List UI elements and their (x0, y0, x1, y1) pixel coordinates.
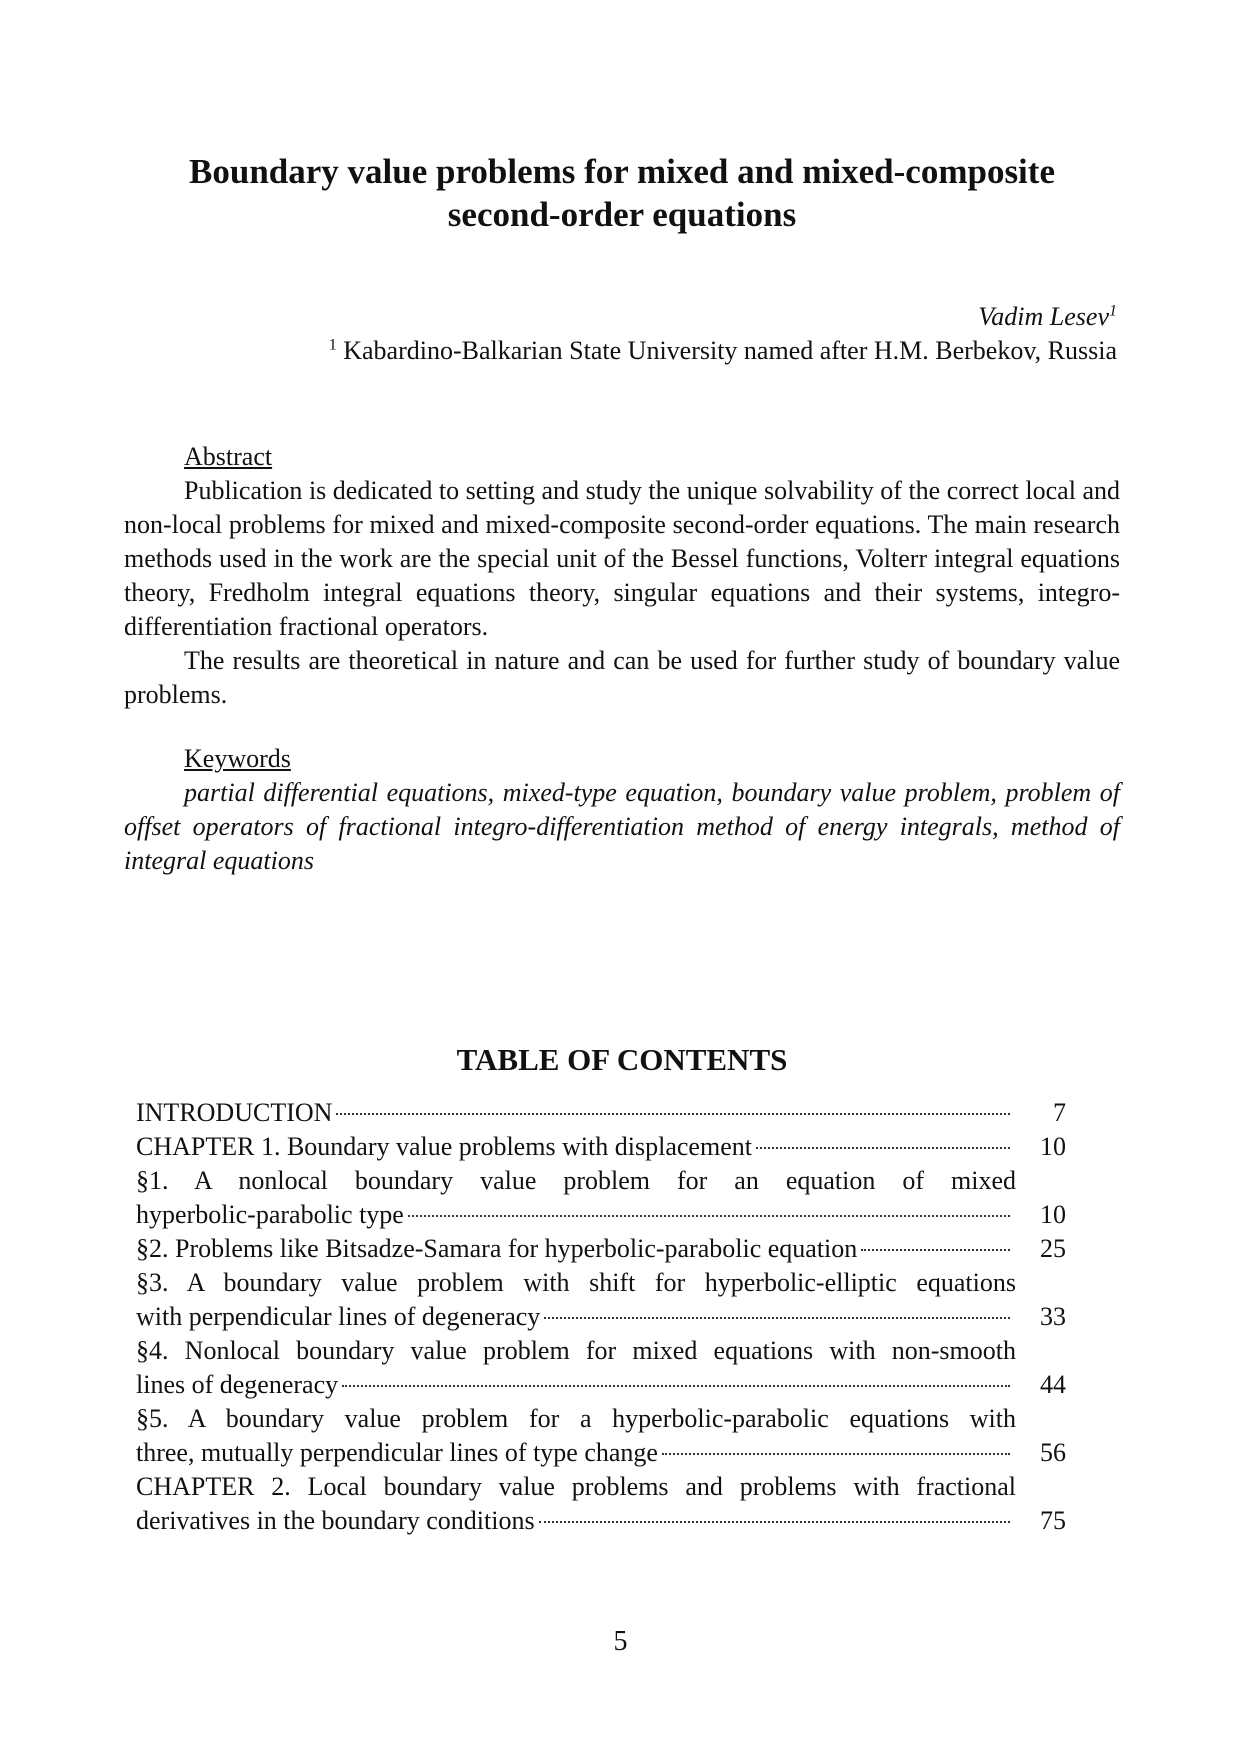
title-line-2: second-order equations (447, 195, 797, 234)
toc-entry[interactable] (136, 1470, 1066, 1538)
toc-leader-dots (408, 1209, 1010, 1217)
toc-leader-dots (861, 1243, 1010, 1251)
keywords-heading: Keywords (184, 744, 291, 773)
toc-entry-title-line-2: hyperbolic-parabolic type (136, 1200, 404, 1229)
toc-entry-title-line-2: three, mutually perpendicular lines of type change (136, 1438, 658, 1467)
author-block (329, 300, 1117, 368)
toc-entry[interactable] (136, 1232, 1066, 1266)
toc-entry[interactable] (136, 1130, 1066, 1164)
toc-leader-dots (336, 1107, 1010, 1115)
toc-entry-title-line-2: with perpendicular lines of degeneracy (136, 1302, 541, 1331)
toc-leader-dots (342, 1379, 1010, 1387)
page-number: 5 (613, 1626, 628, 1657)
toc-entry-title-line-2: lines of degeneracy (136, 1370, 339, 1399)
author-superscript: 1 (1109, 302, 1117, 320)
toc-entry-title-line-1: §5. A boundary value problem for a hyperbolic-parabolic equations with (136, 1404, 1016, 1433)
toc-leader-dots (662, 1447, 1010, 1455)
keywords-text: partial differential equations, mixed-type equation, boundary value problem, problem of offset operators of fractional integro-differentiation method of energy integrals, method of integral equations (124, 778, 1120, 875)
abstract-section (124, 440, 1120, 712)
author-affiliation: Kabardino-Balkarian State University named after H.M. Berbekov, Russia (343, 336, 1117, 365)
toc-entry-title-line-1: CHAPTER 2. Local boundary value problems and problems with fractional (136, 1472, 1016, 1501)
affiliation-superscript: 1 (328, 336, 337, 354)
toc-leader-dots (756, 1141, 1010, 1149)
table-of-contents (136, 1096, 1066, 1538)
toc-entry-title-line-1: §1. A nonlocal boundary value problem for an equation of mixed (136, 1166, 1016, 1195)
keywords-section (124, 742, 1120, 878)
toc-entry[interactable] (136, 1402, 1066, 1470)
toc-page-number: 33 (1040, 1302, 1066, 1331)
abstract-paragraph-1: Publication is dedicated to setting and study the unique solvability of the correct local and non-local problems for mixed and mixed-composite second-order equations. The main research methods used in the work are the special unit of the Bessel functions, Volterr integral equations theory, Fredholm integral equations theory, singular equations and their systems, integro-differentiation fractional operators. (124, 476, 1120, 641)
toc-page-number: 75 (1040, 1506, 1066, 1535)
toc-entry[interactable] (136, 1334, 1066, 1402)
author-name: Vadim Lesev (978, 302, 1109, 331)
document-title (124, 150, 1120, 236)
toc-page-number: 44 (1040, 1370, 1066, 1399)
toc-entry-title-line-2: derivatives in the boundary conditions (136, 1506, 535, 1535)
toc-page-number: 56 (1040, 1438, 1066, 1467)
title-line-1: Boundary value problems for mixed and mixed-composite (189, 152, 1055, 191)
toc-page-number: 7 (1053, 1098, 1066, 1127)
abstract-heading: Abstract (184, 442, 273, 471)
toc-leader-dots (539, 1515, 1010, 1523)
toc-page-number: 10 (1040, 1200, 1066, 1229)
toc-entry[interactable] (136, 1266, 1066, 1334)
toc-leader-dots (544, 1311, 1010, 1319)
toc-entry-title: §2. Problems like Bitsadze-Samara for hyperbolic-parabolic equation (136, 1234, 858, 1263)
toc-entry[interactable] (136, 1096, 1066, 1130)
toc-entry-title: CHAPTER 1. Boundary value problems with displacement (136, 1132, 752, 1161)
toc-page-number: 25 (1040, 1234, 1066, 1263)
toc-entry-title-line-1: §3. A boundary value problem with shift for hyperbolic-elliptic equations (136, 1268, 1016, 1297)
toc-entry-title-line-1: §4. Nonlocal boundary value problem for mixed equations with non-smooth (136, 1336, 1016, 1365)
abstract-paragraph-2: The results are theoretical in nature and can be used for further study of boundary value problems. (124, 646, 1120, 709)
toc-title: TABLE OF CONTENTS (456, 1042, 788, 1077)
toc-entry[interactable] (136, 1164, 1066, 1232)
toc-page-number: 10 (1040, 1132, 1066, 1161)
toc-entry-title: INTRODUCTION (136, 1098, 333, 1127)
